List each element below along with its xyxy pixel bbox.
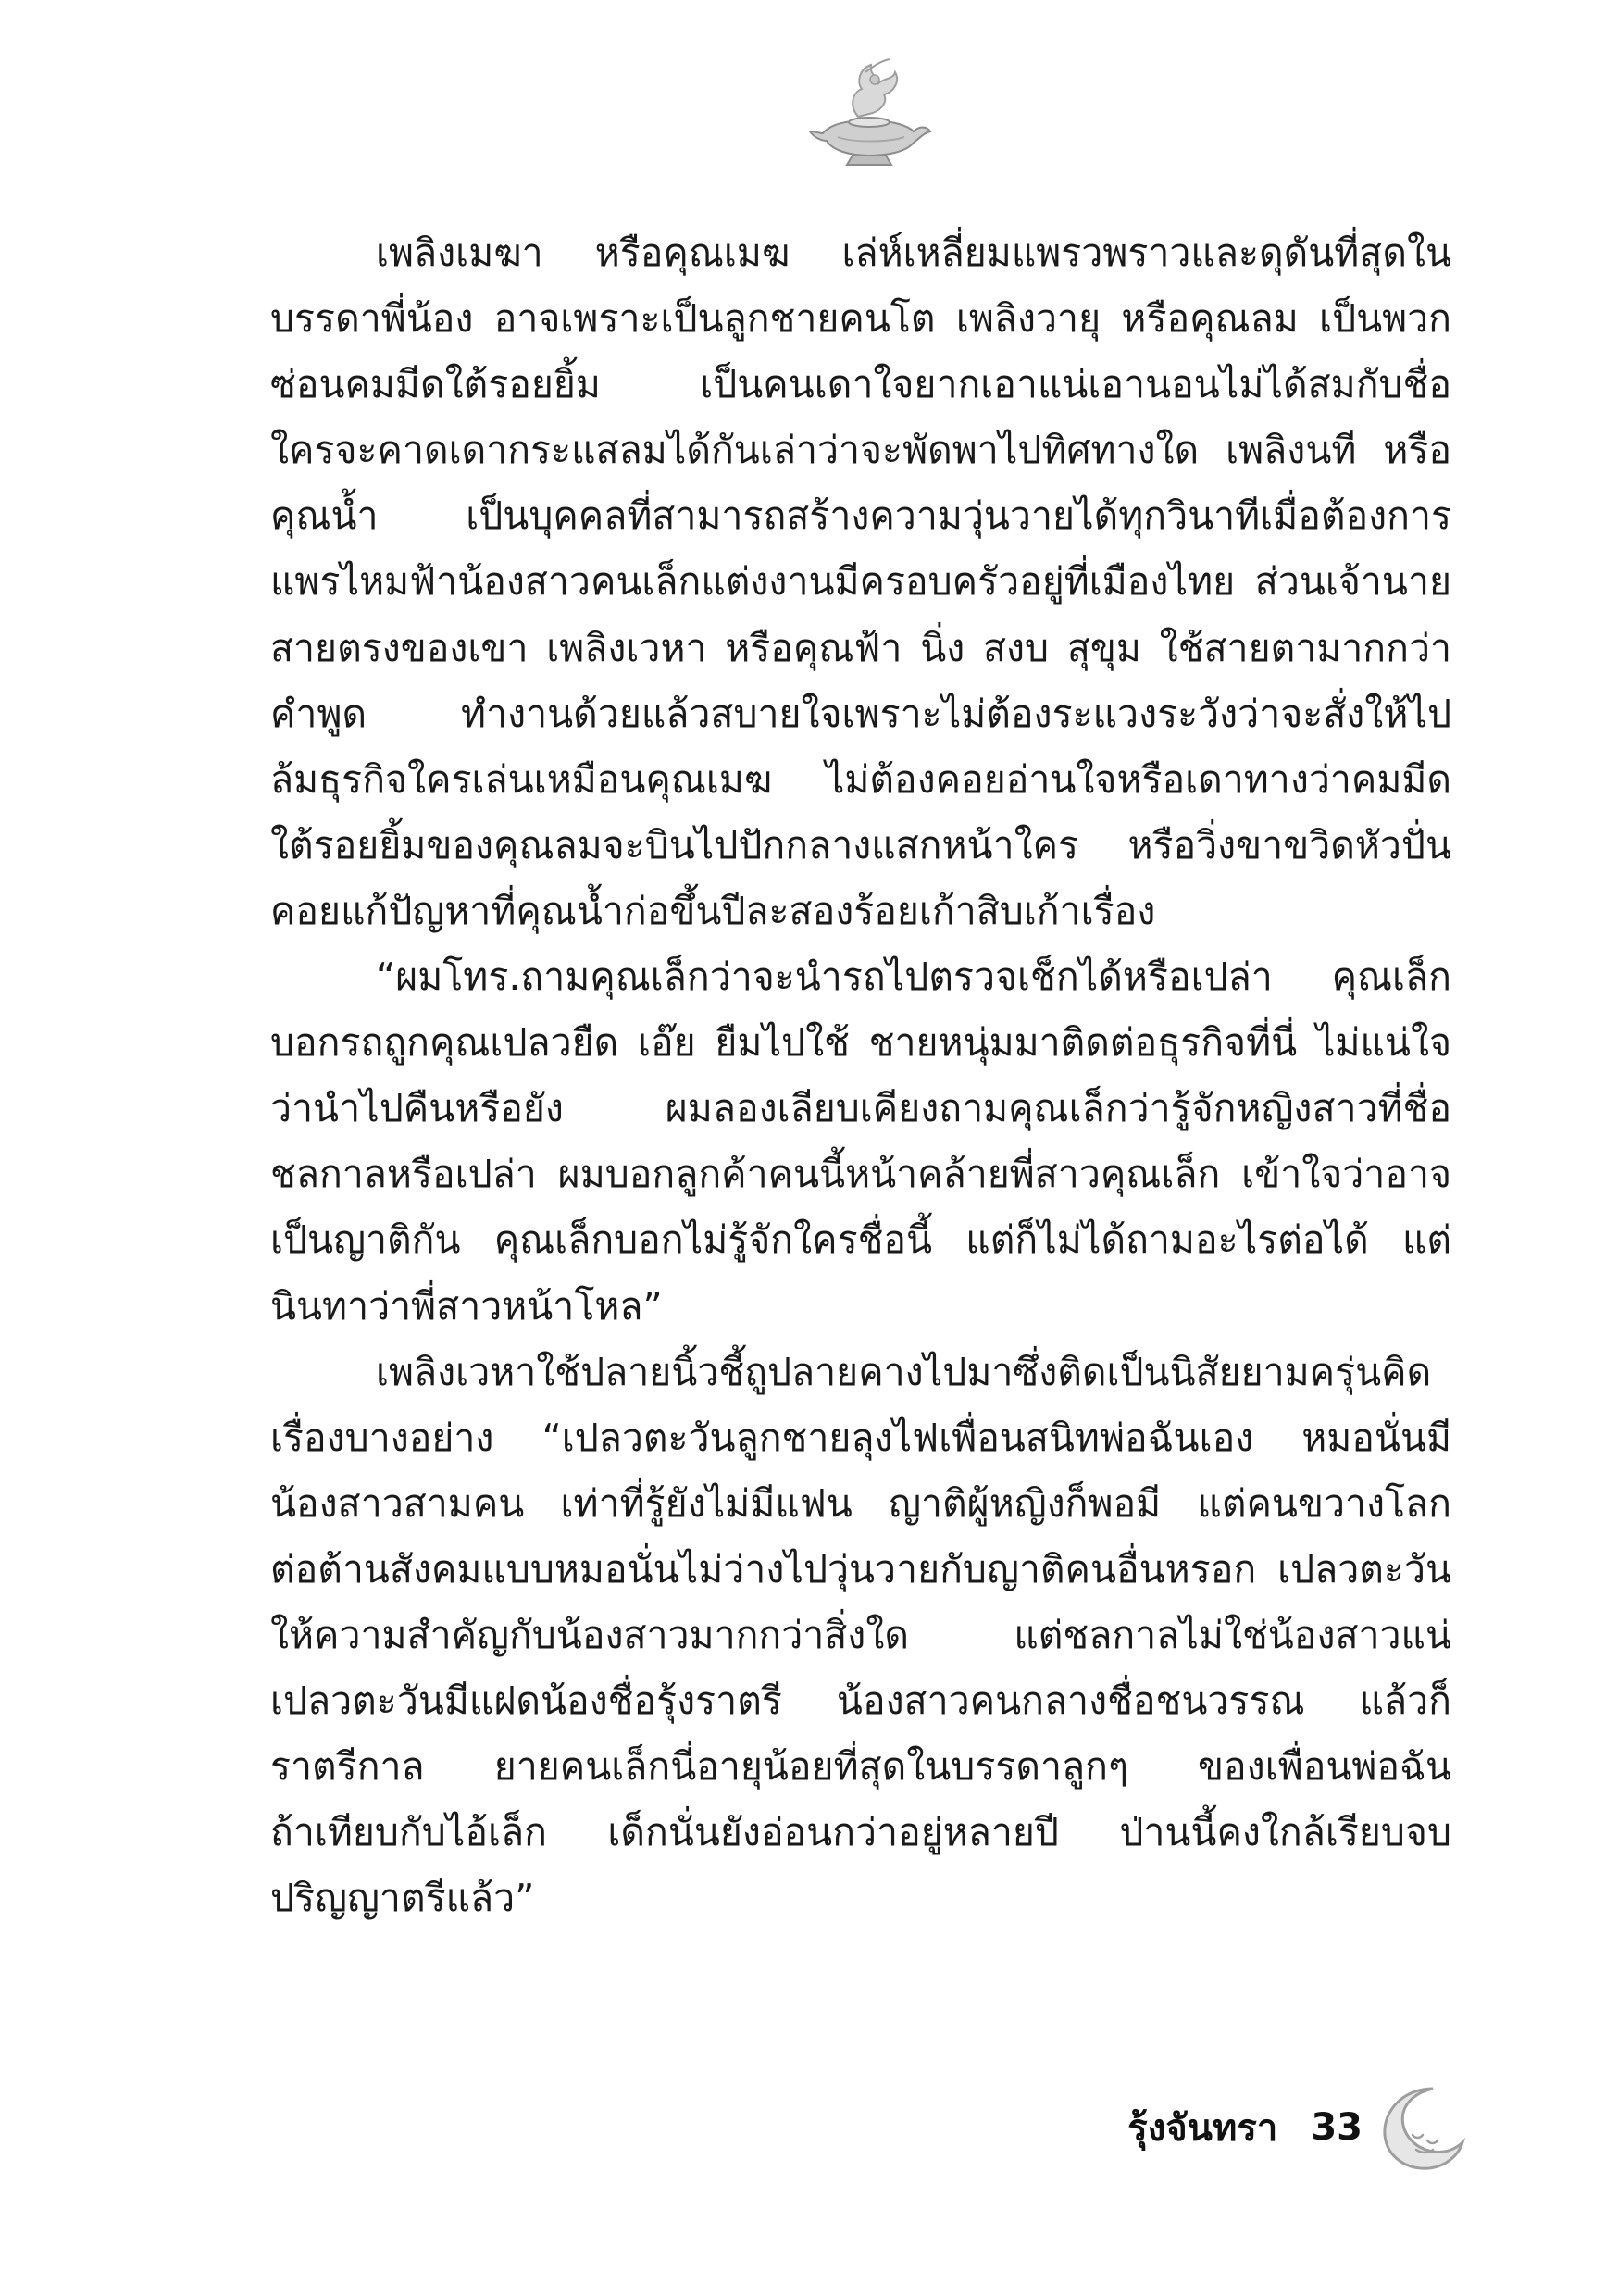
text-line: เพลิงเมฆา หรือคุณเมฆ เล่ห์เหลี่ยมแพรวพราวและดุดันที่สุดใน xyxy=(376,231,1451,275)
text-line: ใต้รอยยิ้มของคุณลมจะบินไปปักกลางแสกหน้าใคร หรือวิ่งขาขวิดหัวปั่น xyxy=(270,822,1451,867)
text-line: ให้ความสำคัญกับน้องสาวมากกว่าสิ่งใด แต่ชลกาลไม่ใช่น้องสาวแน่ xyxy=(270,1612,1451,1657)
text-line: น้องสาวสามคน เท่าที่รู้ยังไม่มีแฟน ญาติผู้หญิงก็พอมี แต่คนขวางโลก xyxy=(270,1480,1451,1526)
text-line: ว่านำไปคืนหรือยัง ผมลองเลียบเคียงถามคุณเล็กว่ารู้จักหญิงสาวที่ชื่อ xyxy=(270,1086,1451,1131)
book-title: รุ้งจันทรา xyxy=(1127,2107,1278,2150)
text-line: บรรดาพี่น้อง อาจเพราะเป็นลูกชายคนโต เพลิงวายุ หรือคุณลม เป็นพวก xyxy=(270,296,1451,342)
page-number: 33 xyxy=(1311,2106,1363,2149)
text-line: สายตรงของเขา เพลิงเวหา หรือคุณฟ้า นิ่ง สงบ สุขุม ใช้สายตามากกว่า xyxy=(270,625,1451,670)
genie-lamp-icon xyxy=(804,52,934,172)
text-line: ซ่อนคมมีดใต้รอยยิ้ม เป็นคนเดาใจยากเอาแน่เอานอนไม่ได้สมกับชื่อ xyxy=(270,362,1451,407)
text-line: คอยแก้ปัญหาที่คุณน้ำก่อขึ้นปีละสองร้อยเก้าสิบเก้าเรื่อง xyxy=(270,888,1156,933)
text-line: ราตรีกาล ยายคนเล็กนี่อายุน้อยที่สุดในบรรดาลูกๆ ของเพื่อนพ่อฉัน xyxy=(270,1744,1451,1790)
text-line: เป็นญาติกัน คุณเล็กบอกไม่รู้จักใครชื่อนี้ แต่ก็ไม่ได้ถามอะไรต่อได้ แต่ xyxy=(270,1217,1451,1263)
text-line: เรื่องบางอย่าง “เปลวตะวันลูกชายลุงไฟเพื่อนสนิทพ่อฉันเอง หมอนั่นมี xyxy=(270,1415,1451,1460)
text-line: คำพูด ทำงานด้วยแล้วสบายใจเพราะไม่ต้องระแวงระวังว่าจะสั่งให้ไป xyxy=(270,691,1451,736)
text-line: ชลกาลหรือเปล่า ผมบอกลูกค้าคนนี้หน้าคล้ายพี่สาวคุณเล็ก เข้าใจว่าอาจ xyxy=(270,1152,1451,1197)
text-line: เปลวตะวันมีแฝดน้องชื่อรุ้งราตรี น้องสาวคนกลางชื่อชนวรรณ แล้วก็ xyxy=(270,1678,1451,1724)
text-line: ล้มธุรกิจใครเล่นเหมือนคุณเมฆ ไม่ต้องคอยอ่านใจหรือเดาทางว่าคมมีด xyxy=(270,756,1451,802)
text-line: บอกรถถูกคุณเปลวยืด เอ๊ย ยืมไปใช้ ชายหนุ่มมาติดต่อธุรกิจที่นี่ ไม่แน่ใจ xyxy=(270,1020,1451,1066)
text-line: แพรไหมฟ้าน้องสาวคนเล็กแต่งงานมีครอบครัวอยู่ที่เมืองไทย ส่วนเจ้านาย xyxy=(270,559,1451,605)
crescent-moon-icon xyxy=(1375,2081,1468,2174)
text-line: “ผมโทร.ถามคุณเล็กว่าจะนำรถไปตรวจเช็กได้หรือเปล่า คุณเล็ก xyxy=(376,955,1451,1000)
text-line: ใครจะคาดเดากระแสลมได้กันเล่าว่าจะพัดพาไปทิศทางใด เพลิงนที หรือ xyxy=(270,428,1451,473)
text-line: เพลิงเวหาใช้ปลายนิ้วชี้ถูปลายคางไปมาซึ่งติดเป็นนิสัยยามครุ่นคิด xyxy=(376,1349,1432,1394)
text-line: นินทาว่าพี่สาวหน้าโหล” xyxy=(270,1283,663,1329)
body-text xyxy=(270,220,1451,1931)
text-line: ปริญญาตรีแล้ว” xyxy=(270,1876,535,1921)
page-footer xyxy=(1127,2077,1468,2178)
text-line: ต่อต้านสังคมแบบหมอนั่นไม่ว่างไปวุ่นวายกับญาติคนอื่นหรอก เปลวตะวัน xyxy=(270,1546,1451,1591)
text-line: คุณน้ำ เป็นบุคคลที่สามารถสร้างความวุ่นวายได้ทุกวินาทีเมื่อต้องการ xyxy=(270,493,1451,539)
text-line: ถ้าเทียบกับไอ้เล็ก เด็กนั่นยังอ่อนกว่าอยู่หลายปี ป่านนี้คงใกล้เรียบจบ xyxy=(270,1810,1451,1855)
